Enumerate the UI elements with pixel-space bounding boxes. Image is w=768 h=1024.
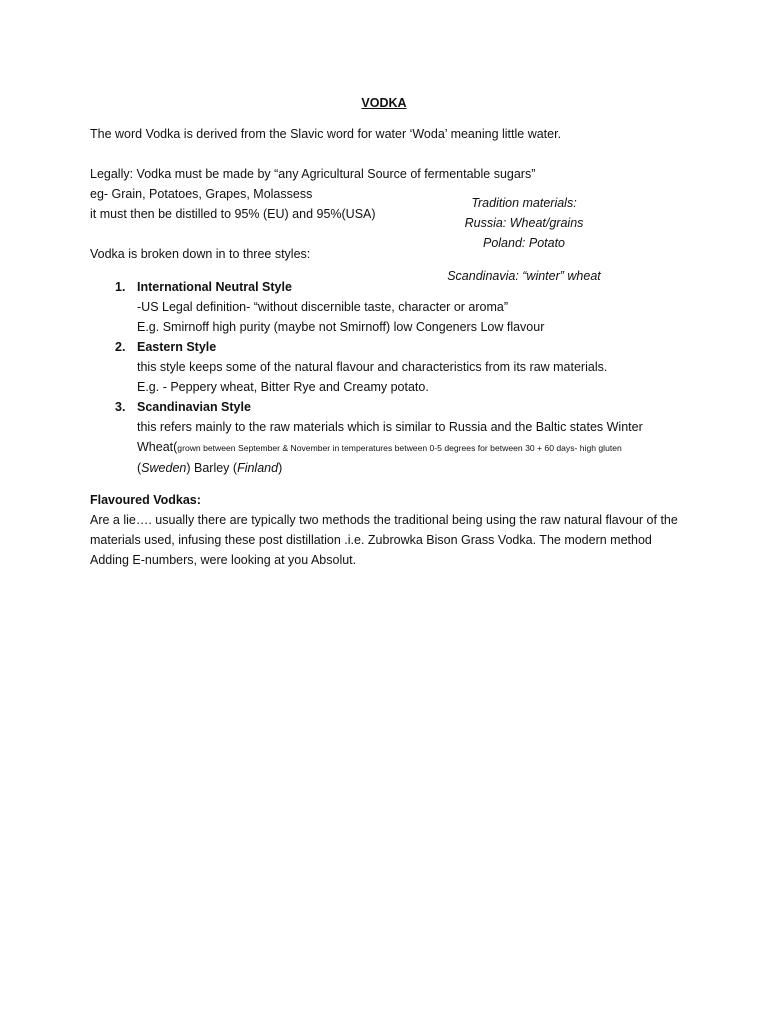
sidebar-heading: Tradition materials:	[471, 196, 577, 210]
flavoured-body: Are a lie…. usually there are typically two methods the traditional being using the raw natural flavour of the materials used, infusing these post distillation .i.e. Zubrowka Bison Grass Vodka. The modern method Adding E-numbers, were looking at you Absolut.	[90, 513, 678, 567]
style-text: this style keeps some of the natural flavour and characteristics from its raw materials.	[137, 360, 608, 374]
legal-line-2: eg- Grain, Potatoes, Grapes, Molassess	[90, 187, 313, 201]
style-heading: Eastern Style	[137, 340, 217, 354]
paren-open: (	[137, 461, 142, 475]
list-item	[90, 397, 690, 478]
list-item	[90, 277, 690, 337]
list-item	[90, 337, 690, 397]
document-title: VODKA	[361, 96, 407, 110]
style-text	[137, 458, 690, 478]
list-number: 3.	[115, 400, 126, 414]
style-text: E.g. - Peppery wheat, Bitter Rye and Creamy potato.	[137, 380, 429, 394]
country-finland: Finland	[237, 461, 279, 475]
style-text	[137, 437, 690, 458]
wheat-note: grown between September & November in temperatures between 0-5 degrees for between 30 + 60 days- high gluten	[177, 443, 622, 453]
paren-close: )	[278, 461, 283, 475]
style-text: E.g. Smirnoff high purity (maybe not Smirnoff) low Congeners Low flavour	[137, 320, 545, 334]
country-sweden: Sweden	[141, 461, 187, 475]
sidebar-scandinavia: Scandinavia: “winter” wheat	[447, 269, 601, 283]
wheat-text: Wheat(	[137, 440, 178, 454]
style-text: this refers mainly to the raw materials which is similar to Russia and the Baltic states Winter	[137, 420, 643, 434]
barley-text: ) Barley (	[186, 461, 238, 475]
styles-list	[90, 277, 690, 478]
style-text: -US Legal definition- “without discernible taste, character or aroma”	[137, 300, 509, 314]
legal-line-3: it must then be distilled to 95% (EU) and 95%(USA)	[90, 207, 376, 221]
sidebar-poland: Poland: Potato	[482, 236, 565, 250]
list-number: 2.	[115, 340, 126, 354]
style-heading: Scandinavian Style	[137, 400, 251, 414]
styles-intro: Vodka is broken down in to three styles:	[90, 247, 311, 261]
legal-line-1: Legally: Vodka must be made by “any Agricultural Source of fermentable sugars”	[90, 167, 536, 181]
sidebar-russia: Russia: Wheat/grains	[464, 216, 584, 230]
flavoured-heading: Flavoured Vodkas:	[90, 493, 201, 507]
list-number: 1.	[115, 280, 126, 294]
style-heading: International Neutral Style	[137, 280, 292, 294]
intro-paragraph: The word Vodka is derived from the Slavic word for water ‘Woda’ meaning little water.	[90, 127, 562, 141]
